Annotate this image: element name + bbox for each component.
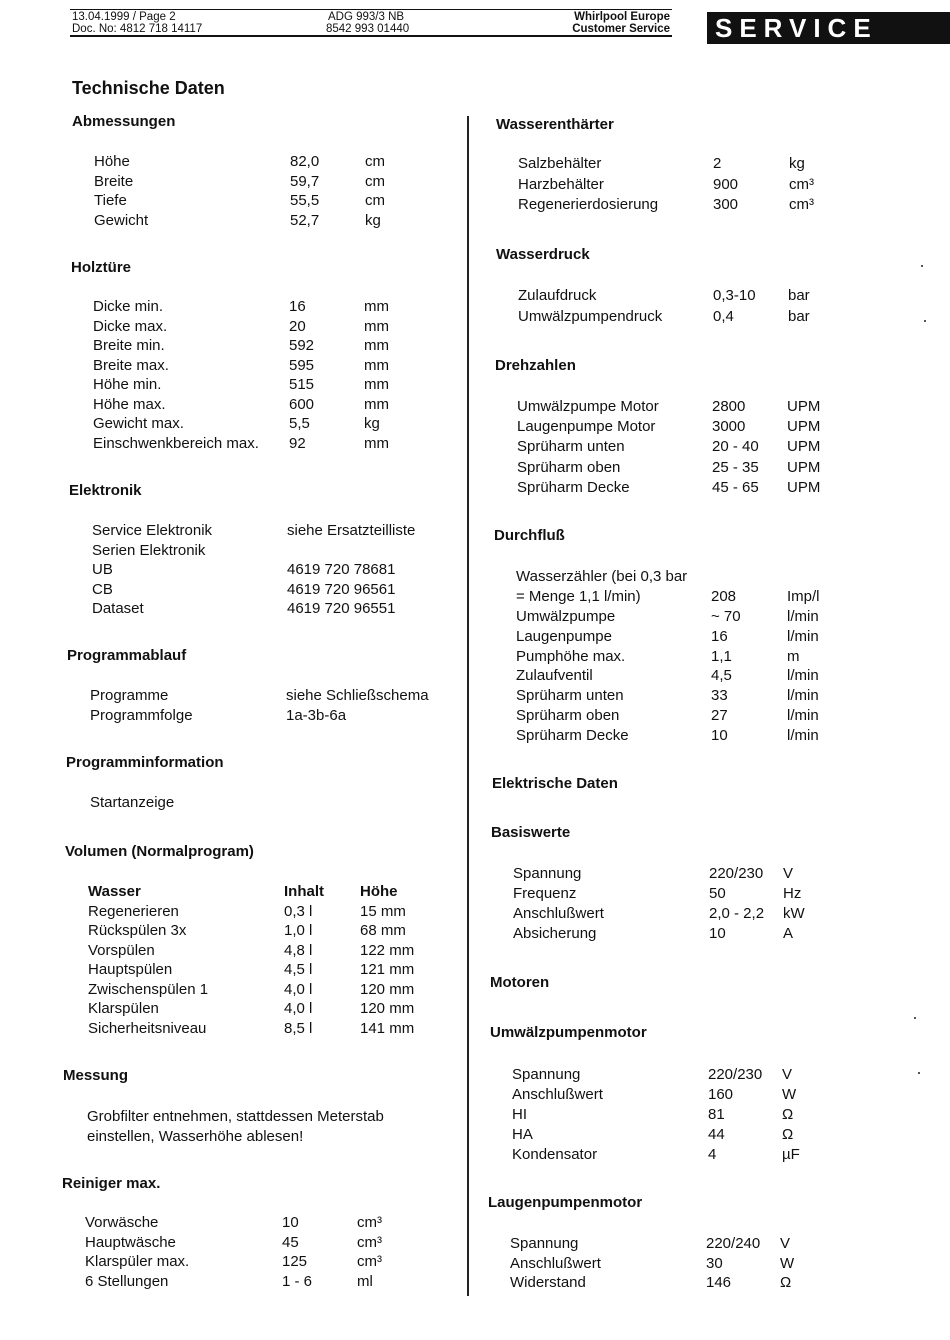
row-unit: Ω <box>782 1126 794 1143</box>
row-value: 45 <box>282 1233 299 1251</box>
header-doc-number: Doc. No: 4812 718 14117 <box>72 23 203 35</box>
row-label: Anschlußwert <box>510 1254 601 1272</box>
table-row <box>512 1105 842 1125</box>
row-height: 141 mm <box>360 1019 415 1037</box>
table-row <box>516 726 846 746</box>
row-label: = Menge 1,1 l/min) <box>516 587 641 605</box>
row-label: 6 Stellungen <box>85 1272 169 1290</box>
table-row <box>90 686 460 706</box>
row-value: 4,5 <box>711 667 732 685</box>
row-value: 220/240 <box>706 1235 761 1252</box>
row-unit: cm³ <box>357 1233 382 1251</box>
row-label: Zwischenspülen 1 <box>88 980 209 998</box>
row-value: 0,3-10 <box>713 287 756 304</box>
table-row <box>85 1272 445 1292</box>
column-header-wasser: Wasser <box>88 883 141 900</box>
table-row <box>93 395 453 415</box>
section-title-drehzahlen: Drehzahlen <box>495 357 576 374</box>
row-label: Sprüharm oben <box>517 458 621 476</box>
table-row <box>517 437 847 457</box>
scan-speck <box>924 320 926 322</box>
row-label: Breite <box>94 172 134 190</box>
table-row <box>88 980 448 1000</box>
row-height: 121 mm <box>360 961 415 978</box>
table-row <box>88 999 448 1019</box>
table-row <box>93 297 453 317</box>
row-height: 120 mm <box>360 980 415 998</box>
row-label: Sprüharm unten <box>516 687 624 705</box>
row-height: 120 mm <box>360 1000 415 1017</box>
row-height: 122 mm <box>360 941 415 959</box>
row-value: 4,5 l <box>284 961 313 978</box>
row-unit: l/min <box>787 687 819 705</box>
section-title-durchfluss: Durchfluß <box>494 527 565 544</box>
table-header-row <box>88 882 448 902</box>
row-value: 52,7 <box>290 211 320 229</box>
row-value: 4619 720 96551 <box>287 600 396 617</box>
table-row <box>93 356 453 376</box>
row-unit: l/min <box>787 727 819 745</box>
section-title-holztuere: Holztüre <box>71 259 131 276</box>
row-value: 44 <box>708 1126 725 1143</box>
row-value: 1a-3b-6a <box>286 706 347 724</box>
row-value: 16 <box>289 298 306 315</box>
table-row <box>512 1125 842 1145</box>
row-unit: mm <box>364 356 389 374</box>
row-value: 208 <box>711 587 737 605</box>
table-row <box>88 960 448 980</box>
row-unit: cm³ <box>789 196 814 213</box>
row-label: Dicke min. <box>93 298 164 315</box>
row-label: Widerstand <box>510 1274 586 1291</box>
row-unit: l/min <box>787 707 819 725</box>
table-row <box>513 864 843 884</box>
row-label: Gewicht max. <box>93 415 184 432</box>
table-row <box>512 1085 842 1105</box>
column-divider <box>467 116 469 1296</box>
table-row <box>88 941 448 961</box>
table-elektronik <box>92 521 457 619</box>
row-unit: bar <box>788 287 810 304</box>
table-row <box>516 706 846 726</box>
table-durchfluss <box>516 567 846 746</box>
table-row <box>512 1145 842 1165</box>
row-value: 5,5 <box>289 415 310 432</box>
row-unit: bar <box>788 307 810 325</box>
row-label: Rückspülen 3x <box>88 922 187 939</box>
row-value: 92 <box>289 434 306 452</box>
table-row <box>516 567 846 587</box>
row-label: Spannung <box>512 1066 581 1083</box>
table-row <box>516 607 846 627</box>
column-header-inhalt: Inhalt <box>284 883 324 900</box>
table-row <box>516 627 846 647</box>
table-row <box>92 541 457 561</box>
scan-speck <box>918 1072 920 1074</box>
table-row <box>518 286 848 307</box>
section-title-programmablauf: Programmablauf <box>67 647 187 664</box>
row-value: 82,0 <box>290 153 320 170</box>
row-value: 1 - 6 <box>282 1272 313 1290</box>
row-label: Laugenpumpe Motor <box>517 418 656 436</box>
row-unit: cm³ <box>789 175 814 193</box>
row-unit: V <box>783 865 794 882</box>
row-unit: cm <box>365 172 385 190</box>
row-label: HA <box>512 1126 533 1143</box>
messung-line-1: Grobfilter entnehmen, stattdessen Meterstab <box>87 1108 384 1125</box>
table-abmessungen <box>94 152 454 230</box>
row-unit: Ω <box>780 1274 792 1291</box>
row-value: 10 <box>711 727 728 745</box>
table-row <box>517 417 847 437</box>
row-value: 10 <box>709 925 726 942</box>
row-label: Regenerierdosierung <box>518 196 659 213</box>
row-value: 81 <box>708 1106 725 1123</box>
row-value: 25 - 35 <box>712 458 759 476</box>
row-label: Umwälzpumpe <box>516 607 616 625</box>
table-row <box>518 307 848 328</box>
row-label: CB <box>92 580 113 598</box>
table-row <box>94 191 454 211</box>
table-row <box>513 904 843 924</box>
row-label: Einschwenkbereich max. <box>93 434 259 452</box>
table-row <box>85 1233 445 1253</box>
row-value: 300 <box>713 196 739 213</box>
row-value: ~ 70 <box>711 607 741 625</box>
row-value: 50 <box>709 885 726 902</box>
table-row <box>518 175 848 196</box>
row-label: Laugenpumpe <box>516 627 612 645</box>
row-unit: cm³ <box>357 1214 382 1231</box>
row-unit: mm <box>364 298 389 315</box>
row-label: Absicherung <box>513 925 597 942</box>
table-row <box>93 414 453 434</box>
row-unit: UPM <box>787 458 821 476</box>
row-value: 2800 <box>712 398 746 415</box>
row-unit: Imp/l <box>787 587 820 605</box>
row-label: UB <box>92 561 113 578</box>
table-row <box>90 706 460 726</box>
table-row <box>517 397 847 417</box>
messung-line-2: einstellen, Wasserhöhe ablesen! <box>87 1128 304 1145</box>
row-height: 68 mm <box>360 922 406 939</box>
row-label: Sprüharm Decke <box>517 478 630 496</box>
row-label: Frequenz <box>513 885 577 902</box>
row-label: Hauptwäsche <box>85 1233 176 1251</box>
table-row <box>513 884 843 904</box>
table-row <box>517 458 847 478</box>
table-row <box>516 686 846 706</box>
row-value: 59,7 <box>290 172 320 190</box>
table-row <box>94 172 454 192</box>
row-unit: mm <box>364 317 389 335</box>
section-title-laugenpumpenmotor: Laugenpumpenmotor <box>488 1194 643 1211</box>
row-label: Wasserzähler (bei 0,3 bar <box>516 568 688 585</box>
row-label: Höhe min. <box>93 376 162 393</box>
row-unit: ml <box>357 1272 373 1290</box>
row-unit: mm <box>364 376 389 393</box>
section-title-elektrische-daten: Elektrische Daten <box>492 775 618 792</box>
row-value: 592 <box>289 337 315 354</box>
row-unit: cm³ <box>357 1253 382 1270</box>
table-row <box>513 924 843 944</box>
row-value: 8,5 l <box>284 1019 313 1037</box>
row-value: 3000 <box>712 418 746 436</box>
header-model-number: 8542 993 01440 <box>326 23 410 35</box>
row-value: 2 <box>713 155 722 172</box>
row-unit: UPM <box>787 398 821 415</box>
row-unit: mm <box>364 337 389 354</box>
row-unit: l/min <box>787 627 819 645</box>
row-unit: l/min <box>787 607 819 625</box>
row-label: Breite min. <box>93 337 165 354</box>
header-date-page: 13.04.1999 / Page 2 <box>72 11 176 23</box>
row-unit: kg <box>789 155 805 172</box>
row-unit: UPM <box>787 418 821 436</box>
table-row <box>516 647 846 667</box>
table-holztuere <box>93 297 453 453</box>
section-title-messung: Messung <box>63 1067 129 1084</box>
table-row <box>88 921 448 941</box>
table-row <box>518 154 848 175</box>
row-unit: mm <box>364 395 389 413</box>
row-value: 220/230 <box>708 1066 763 1083</box>
row-unit: UPM <box>787 478 821 496</box>
header-department: Customer Service <box>572 23 670 35</box>
service-badge: SERVICE <box>707 12 950 44</box>
row-label: Programmfolge <box>90 706 193 724</box>
row-label: Sicherheitsniveau <box>88 1019 207 1037</box>
row-label: Service Elektronik <box>92 522 213 539</box>
table-volumen <box>88 882 448 1038</box>
row-label: HI <box>512 1106 527 1123</box>
row-label: Zulaufventil <box>516 667 593 685</box>
row-value: 515 <box>289 376 315 393</box>
row-unit: m <box>787 647 800 665</box>
row-value: siehe Schließschema <box>286 687 429 704</box>
row-height: 15 mm <box>360 902 406 920</box>
row-unit: Hz <box>783 885 802 902</box>
row-label: Harzbehälter <box>518 175 604 193</box>
row-value: 220/230 <box>709 865 764 882</box>
section-title-motoren: Motoren <box>490 974 550 991</box>
row-label: Höhe <box>94 153 130 170</box>
row-value: 146 <box>706 1274 732 1291</box>
row-value: 4,0 l <box>284 980 313 998</box>
row-value: 4619 720 78681 <box>287 561 396 578</box>
row-label: Zulaufdruck <box>518 287 597 304</box>
row-value: 1,0 l <box>284 922 313 939</box>
row-label: Programme <box>90 687 169 704</box>
table-row <box>93 336 453 356</box>
section-title-volumen: Volumen (Normalprogram) <box>65 843 254 860</box>
table-row <box>88 902 448 922</box>
row-value: 55,5 <box>290 192 320 209</box>
table-row <box>516 666 846 686</box>
table-programmablauf <box>90 686 460 725</box>
table-reiniger <box>85 1213 445 1291</box>
row-label: Spannung <box>510 1235 579 1252</box>
table-umwaelzpumpenmotor <box>512 1065 842 1165</box>
row-value: 27 <box>711 707 728 725</box>
row-value: 1,1 <box>711 647 732 665</box>
header-company: Whirlpool Europe <box>574 11 670 23</box>
section-title-wasserdruck: Wasserdruck <box>496 246 590 263</box>
row-value: 20 - 40 <box>712 438 759 456</box>
section-title-reiniger: Reiniger max. <box>62 1175 161 1192</box>
row-label: Dicke max. <box>93 317 168 335</box>
row-value: 16 <box>711 627 728 645</box>
header-model: ADG 993/3 NB <box>328 11 405 23</box>
scan-speck <box>914 1017 916 1019</box>
row-label: Dataset <box>92 600 144 617</box>
row-label: Pumphöhe max. <box>516 647 626 665</box>
row-value: 45 - 65 <box>712 478 759 496</box>
header-bottom-rule <box>70 35 672 37</box>
row-unit: W <box>780 1254 795 1272</box>
section-title-elektronik: Elektronik <box>69 482 142 499</box>
table-wasserenthaerter <box>518 154 848 216</box>
row-unit: kg <box>364 415 380 432</box>
table-row <box>512 1065 842 1085</box>
column-header-hoehe: Höhe <box>360 883 398 900</box>
row-unit: µF <box>782 1146 800 1163</box>
row-value: 10 <box>282 1214 299 1231</box>
table-drehzahlen <box>517 397 847 498</box>
table-row <box>518 195 848 216</box>
section-title-abmessungen: Abmessungen <box>72 113 176 130</box>
row-label: Sprüharm oben <box>516 707 620 725</box>
row-value: 0,4 <box>713 307 734 325</box>
table-row <box>510 1273 840 1293</box>
row-label: Anschlußwert <box>513 905 604 922</box>
row-unit: kg <box>365 211 381 229</box>
row-label: Kondensator <box>512 1146 598 1163</box>
section-title-umwaelzpumpenmotor: Umwälzpumpenmotor <box>490 1024 647 1041</box>
section-title-programminformation: Programminformation <box>66 754 224 771</box>
row-value: 4 <box>708 1146 717 1163</box>
row-label: Gewicht <box>94 211 149 229</box>
row-unit: cm <box>365 192 385 209</box>
page-title: Technische Daten <box>72 78 225 98</box>
table-row <box>93 317 453 337</box>
programminformation-text: Startanzeige <box>90 794 175 811</box>
row-label: Klarspülen <box>88 1000 159 1017</box>
table-row <box>92 580 457 600</box>
row-unit: kW <box>783 905 805 922</box>
section-title-basiswerte: Basiswerte <box>491 824 571 841</box>
section-title-wasserenthaerter: Wasserenthärter <box>496 116 614 133</box>
row-value: 160 <box>708 1086 734 1103</box>
row-label: Klarspüler max. <box>85 1253 190 1270</box>
table-row <box>85 1252 445 1272</box>
row-label: Anschlußwert <box>512 1086 603 1103</box>
table-row <box>85 1213 445 1233</box>
row-unit: V <box>780 1235 791 1252</box>
table-row <box>517 478 847 498</box>
row-value: 600 <box>289 395 315 413</box>
row-value: 4,8 l <box>284 941 313 959</box>
table-row <box>510 1254 840 1274</box>
row-value: 4,0 l <box>284 1000 313 1017</box>
row-label: Salzbehälter <box>518 155 602 172</box>
row-unit: l/min <box>787 667 819 685</box>
row-unit: V <box>782 1066 793 1083</box>
row-label: Umwälzpumpe Motor <box>517 398 659 415</box>
row-label: Vorspülen <box>88 941 155 959</box>
row-label: Regenerieren <box>88 902 179 920</box>
row-label: Tiefe <box>94 192 127 209</box>
row-unit: mm <box>364 434 389 452</box>
table-row <box>516 587 846 607</box>
row-value: 4619 720 96561 <box>287 580 396 598</box>
row-value: 0,3 l <box>284 902 313 920</box>
table-basiswerte <box>513 864 843 944</box>
scan-speck <box>921 265 923 267</box>
row-label: Hauptspülen <box>88 961 173 978</box>
row-label: Spannung <box>513 865 582 882</box>
table-row <box>92 521 457 541</box>
table-row <box>93 375 453 395</box>
row-unit: UPM <box>787 438 821 456</box>
row-label: Sprüharm Decke <box>516 727 629 745</box>
table-row <box>94 211 454 231</box>
header-top-rule <box>70 9 672 10</box>
table-row <box>88 1019 448 1039</box>
row-label: Sprüharm unten <box>517 438 625 456</box>
row-unit: cm <box>365 153 385 170</box>
row-label: Serien Elektronik <box>92 541 206 559</box>
table-row <box>92 560 457 580</box>
row-label: Vorwäsche <box>85 1214 159 1231</box>
row-value: siehe Ersatzteilliste <box>287 522 416 539</box>
row-unit: Ω <box>782 1106 794 1123</box>
row-label: Höhe max. <box>93 395 166 413</box>
table-row <box>93 434 453 454</box>
table-row <box>94 152 454 172</box>
row-value: 20 <box>289 317 306 335</box>
row-unit: A <box>783 925 794 942</box>
table-row <box>510 1234 840 1254</box>
row-label: Breite max. <box>93 356 169 374</box>
row-value: 30 <box>706 1254 723 1272</box>
table-wasserdruck <box>518 286 848 327</box>
row-value: 595 <box>289 356 315 374</box>
table-laugenpumpenmotor <box>510 1234 840 1293</box>
row-unit: W <box>782 1086 797 1103</box>
row-label: Umwälzpumpendruck <box>518 307 663 325</box>
row-value: 900 <box>713 175 739 193</box>
row-value: 33 <box>711 687 728 705</box>
row-value: 125 <box>282 1253 308 1270</box>
row-value: 2,0 - 2,2 <box>709 905 765 922</box>
table-row <box>92 599 457 619</box>
